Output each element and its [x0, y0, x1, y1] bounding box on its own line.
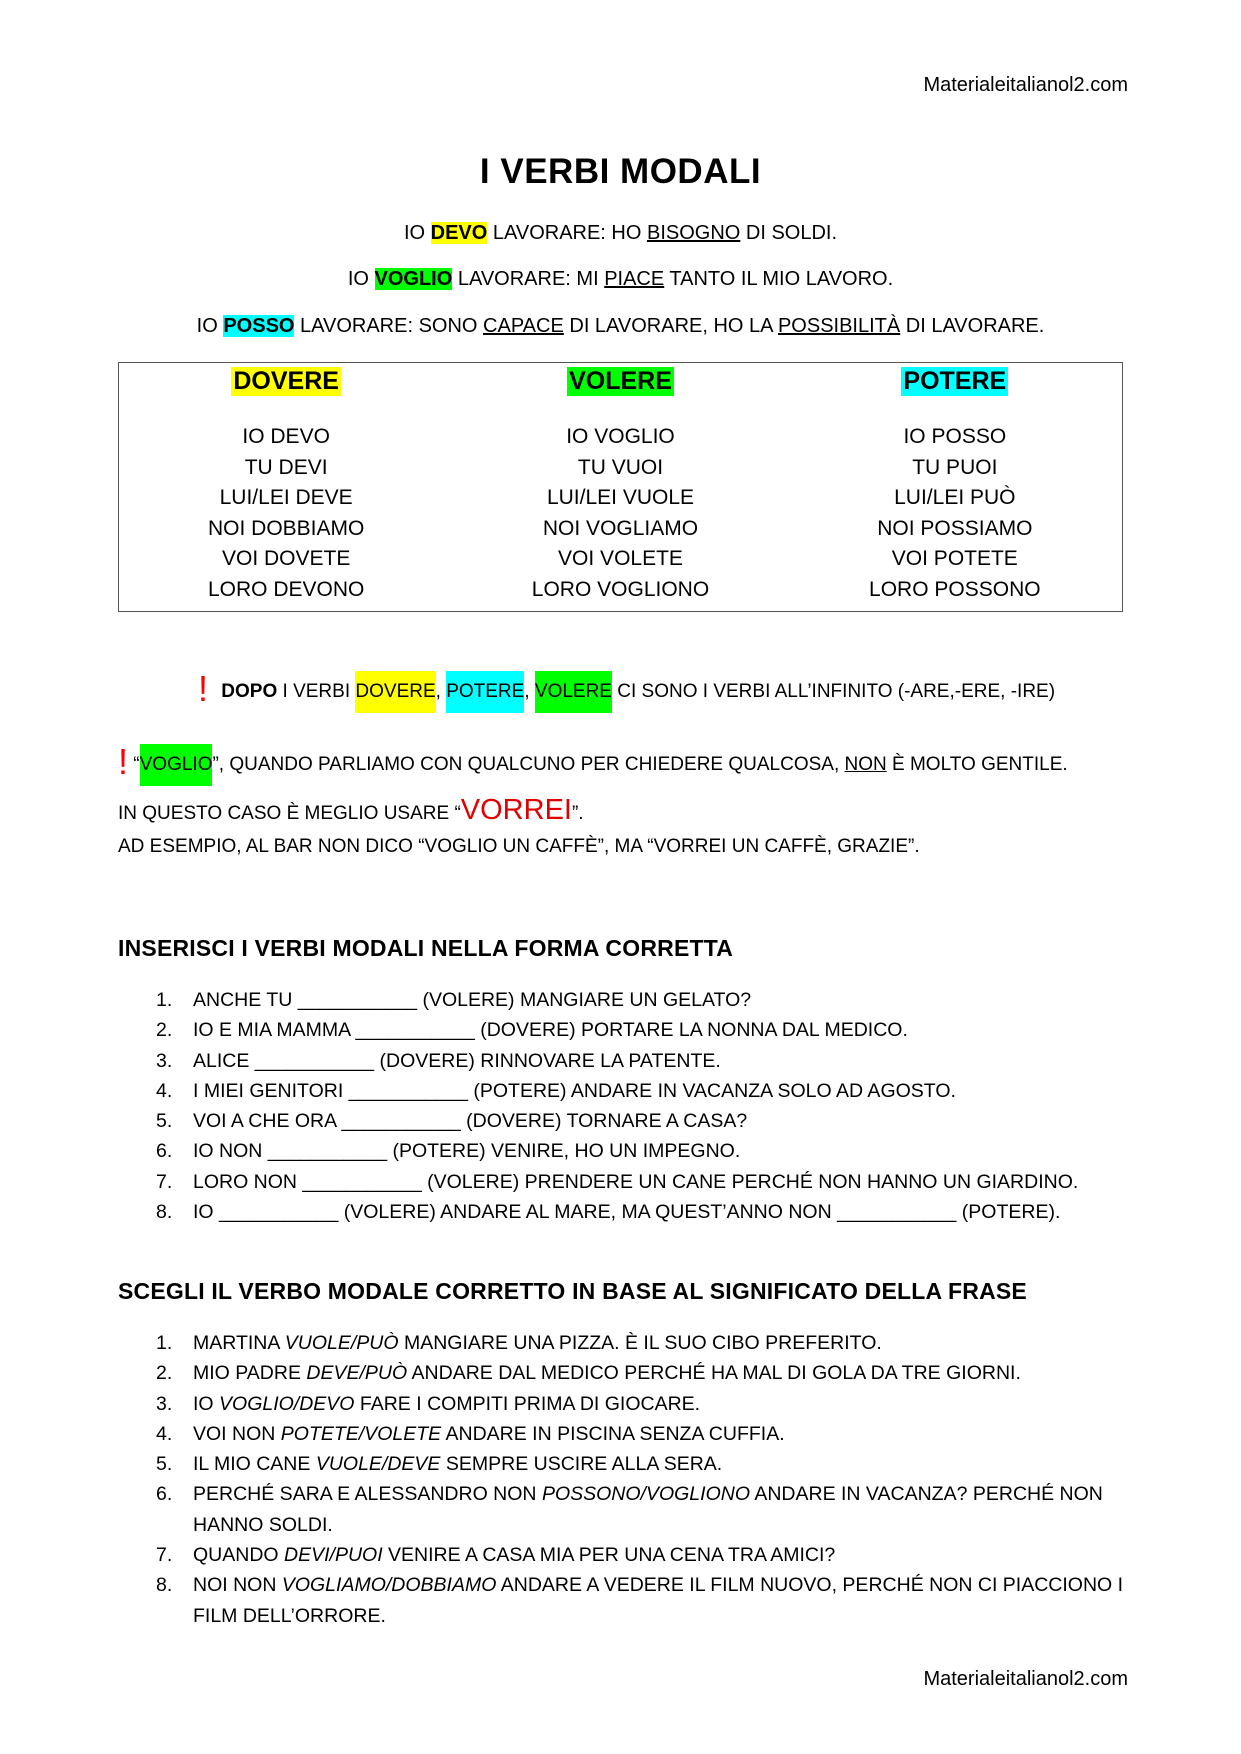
site-name-footer: Materialeitalianol2.com [923, 1668, 1128, 1690]
column-head: DOVERE [233, 367, 339, 395]
verb-form: LORO POSSONO [869, 577, 1041, 601]
note-vorrei [118, 794, 584, 827]
item-text: FARE I COMPITI PRIMA DI GIOCARE. [354, 1392, 701, 1415]
site-name-header: Materialeitalianol2.com [923, 74, 1128, 96]
intro-line-devo [0, 222, 1241, 245]
item-text: IO ___________ (VOLERE) ANDARE AL MARE, MA QUEST’ANNO NON ___________ (POTERE). [193, 1201, 1061, 1224]
verb-form: LUI/LEI PUÒ [894, 486, 1016, 509]
verb-form: NOI DOBBIAMO [207, 516, 365, 540]
list-item [118, 1136, 1078, 1166]
item-number: 4. [156, 1422, 173, 1445]
intro-line-posso [0, 315, 1241, 338]
verb-form: LUI/LEI VUOLE [546, 486, 695, 509]
exercise2-title: SCEGLI IL VERBO MODALE CORRETTO IN BASE AL SIGNIFICATO DELLA FRASE [118, 1278, 1027, 1304]
item-choice: DEVI/PUOI [284, 1544, 383, 1567]
intro-text: IO [403, 222, 431, 244]
item-number: 5. [156, 1453, 173, 1476]
item-text: VENIRE A CASA MIA PER UNA CENA TRA AMICI? [382, 1544, 836, 1567]
item-choice: POTETE/VOLETE [280, 1422, 442, 1445]
verb-form: VOI VOLETE [558, 547, 683, 570]
verb-forms [453, 422, 787, 605]
intro-text: DI LAVORARE. [900, 315, 1045, 337]
note-text: , [435, 681, 447, 702]
note-text: IN QUESTO CASO È MEGLIO USARE “ [118, 803, 461, 824]
item-number: 6. [156, 1140, 173, 1163]
note-text: ”. [571, 803, 584, 824]
item-text: IO [193, 1392, 220, 1415]
list-item [118, 1479, 1123, 1540]
exercise1-list [118, 985, 1078, 1227]
verb-form: IO VOGLIO [566, 425, 675, 448]
list-item [118, 1167, 1078, 1197]
list-item [118, 1328, 1123, 1358]
item-text: MIO PADRE [193, 1362, 307, 1385]
verb-forms [788, 422, 1122, 605]
conjugation-column-volere [453, 363, 787, 611]
intro-underlined-word: CAPACE [483, 315, 564, 337]
item-number: 3. [156, 1049, 173, 1072]
item-choice: VUOLE/PUÒ [284, 1332, 399, 1354]
exercise2-list [118, 1328, 1123, 1631]
verb-form: TU DEVI [244, 455, 328, 479]
note-text: I VERBI [277, 681, 356, 702]
conjugation-column-dovere [119, 363, 453, 611]
intro-verb-posso: POSSO [223, 315, 295, 337]
note-text: CI SONO I VERBI ALL’INFINITO (-ARE,-ERE, -IRE) [611, 681, 1056, 702]
item-text: SEMPRE USCIRE ALLA SERA. [440, 1453, 723, 1476]
intro-text: DI LAVORARE, HO LA [563, 315, 778, 337]
intro-underlined-word: BISOGNO [646, 222, 741, 244]
item-text: VOI NON [193, 1422, 281, 1445]
item-text-continued: HANNO SOLDI. [193, 1513, 333, 1536]
list-item [118, 1076, 1078, 1106]
intro-text: IO [347, 268, 375, 290]
verb-form: LUI/LEI DEVE [219, 486, 353, 509]
item-choice: DEVE/PUÒ [306, 1362, 408, 1385]
verb-form: IO POSSO [903, 425, 1007, 448]
intro-text: LAVORARE: SONO [294, 315, 484, 337]
item-text: IL MIO CANE [193, 1453, 316, 1476]
note-text: È MOLTO GENTILE. [886, 754, 1068, 775]
intro-text: IO [196, 315, 224, 337]
item-number: 2. [156, 1362, 173, 1385]
note-infinitive [198, 668, 1055, 713]
item-choice: VUOLE/DEVE [315, 1453, 441, 1476]
column-head: POTERE [903, 367, 1007, 395]
list-item [118, 1358, 1123, 1388]
note-text: , [524, 681, 535, 702]
note-verb-voglio: VOGLIO [140, 744, 213, 786]
item-number: 8. [156, 1201, 173, 1224]
item-text-continued: FILM DELL’ORRORE. [193, 1604, 386, 1627]
verb-form: VOI DOVETE [221, 547, 351, 570]
list-item [118, 1449, 1123, 1479]
item-text: VOI A CHE ORA ___________ (DOVERE) TORNARE A CASA? [193, 1110, 748, 1133]
note-verb-volere: VOLERE [535, 671, 612, 713]
item-number: 7. [156, 1170, 173, 1193]
list-item [118, 1419, 1123, 1449]
note-voglio [118, 741, 1068, 786]
intro-line-voglio [0, 268, 1241, 291]
intro-verb-voglio: VOGLIO [374, 268, 453, 290]
item-number: 1. [156, 1332, 173, 1354]
note-text: “ [128, 754, 140, 775]
note-word-vorrei: VORREI [460, 794, 572, 826]
item-text: ANDARE IN VACANZA? PERCHÉ NON [749, 1483, 1103, 1506]
list-item [118, 1015, 1078, 1045]
item-number: 1. [156, 989, 173, 1011]
item-text: PERCHÉ SARA E ALESSANDRO NON [193, 1483, 542, 1506]
note-verb-potere: POTERE [446, 671, 524, 713]
list-item [118, 1197, 1078, 1227]
verb-form: NOI VOGLIAMO [542, 516, 699, 540]
item-text: ANDARE DAL MEDICO PERCHÉ HA MAL DI GOLA DA TRE GIORNI. [407, 1362, 1021, 1385]
verb-forms [119, 422, 453, 605]
verb-form: NOI POSSIAMO [877, 516, 1033, 540]
verb-form: VOI POTETE [891, 547, 1018, 570]
item-number: 6. [156, 1483, 173, 1506]
verb-form: IO DEVO [242, 425, 330, 448]
verb-form: LORO DEVONO [207, 577, 365, 601]
list-item [118, 1046, 1078, 1076]
exclamation-icon: ! [118, 741, 129, 782]
item-number: 3. [156, 1392, 173, 1415]
list-item [118, 1389, 1123, 1419]
list-item [118, 1570, 1123, 1631]
item-choice: VOGLIO/DEVO [219, 1392, 355, 1415]
column-head: VOLERE [569, 367, 672, 395]
conjugation-table [118, 362, 1123, 612]
intro-text: LAVORARE: MI [452, 268, 605, 290]
verb-form: TU VUOI [577, 455, 664, 479]
item-text: ALICE ___________ (DOVERE) RINNOVARE LA PATENTE. [193, 1049, 721, 1072]
item-text: ANDARE A VEDERE IL FILM NUOVO, PERCHÉ NON CI PIACCIONO I [496, 1574, 1124, 1597]
intro-verb-devo: DEVO [430, 222, 488, 244]
item-text: ANDARE IN PISCINA SENZA CUFFIA. [441, 1422, 785, 1445]
list-item [118, 1106, 1078, 1136]
intro-text: TANTO IL MIO LAVORO. [664, 268, 894, 290]
item-text: MANGIARE UNA PIZZA. È IL SUO CIBO PREFERITO. [398, 1332, 882, 1354]
intro-text: LAVORARE: HO [487, 222, 647, 244]
item-text: I MIEI GENITORI ___________ (POTERE) ANDARE IN VACANZA SOLO AD AGOSTO. [193, 1079, 956, 1102]
item-text: LORO NON ___________ (VOLERE) PRENDERE UN CANE PERCHÉ NON HANNO UN GIARDINO. [193, 1170, 1079, 1193]
item-text: ANCHE TU ___________ (VOLERE) MANGIARE UN GELATO? [193, 989, 752, 1011]
list-item [118, 1540, 1123, 1570]
note-verb-dovere: DOVERE [355, 671, 435, 713]
item-number: 2. [156, 1019, 173, 1042]
note-example: AD ESEMPIO, AL BAR NON DICO “VOGLIO UN CAFFÈ”, MA “VORREI UN CAFFÈ, GRAZIE”. [118, 836, 920, 857]
item-text: IO NON ___________ (POTERE) VENIRE, HO UN IMPEGNO. [193, 1140, 741, 1163]
item-text: MARTINA [193, 1332, 285, 1354]
item-choice: POSSONO/VOGLIONO [541, 1483, 750, 1506]
intro-underlined-word: POSSIBILITÀ [777, 315, 901, 337]
list-item [118, 985, 1078, 1015]
item-text: IO E MIA MAMMA ___________ (DOVERE) PORTARE LA NONNA DAL MEDICO. [193, 1019, 908, 1042]
exercise1-title: INSERISCI I VERBI MODALI NELLA FORMA CORRETTA [118, 935, 734, 961]
conjugation-column-potere [788, 363, 1122, 611]
item-text: NOI NON [193, 1574, 282, 1597]
note-underlined-word: NON [844, 754, 887, 775]
item-number: 4. [156, 1079, 173, 1102]
page-title: I VERBI MODALI [479, 152, 762, 191]
item-choice: VOGLIAMO/DOBBIAMO [281, 1574, 497, 1597]
intro-underlined-word: PIACE [604, 268, 665, 290]
item-number: 8. [156, 1574, 173, 1597]
item-text: QUANDO [193, 1544, 285, 1567]
intro-text: DI SOLDI. [740, 222, 838, 244]
note-text: ”, QUANDO PARLIAMO CON QUALCUNO PER CHIEDERE QUALCOSA, [212, 754, 845, 775]
verb-form: TU PUOI [912, 455, 998, 479]
item-number: 5. [156, 1110, 173, 1133]
exclamation-icon: ! [198, 668, 209, 709]
verb-form: LORO VOGLIONO [531, 577, 710, 601]
note-bold-word: DOPO [221, 681, 278, 702]
item-number: 7. [156, 1544, 173, 1567]
